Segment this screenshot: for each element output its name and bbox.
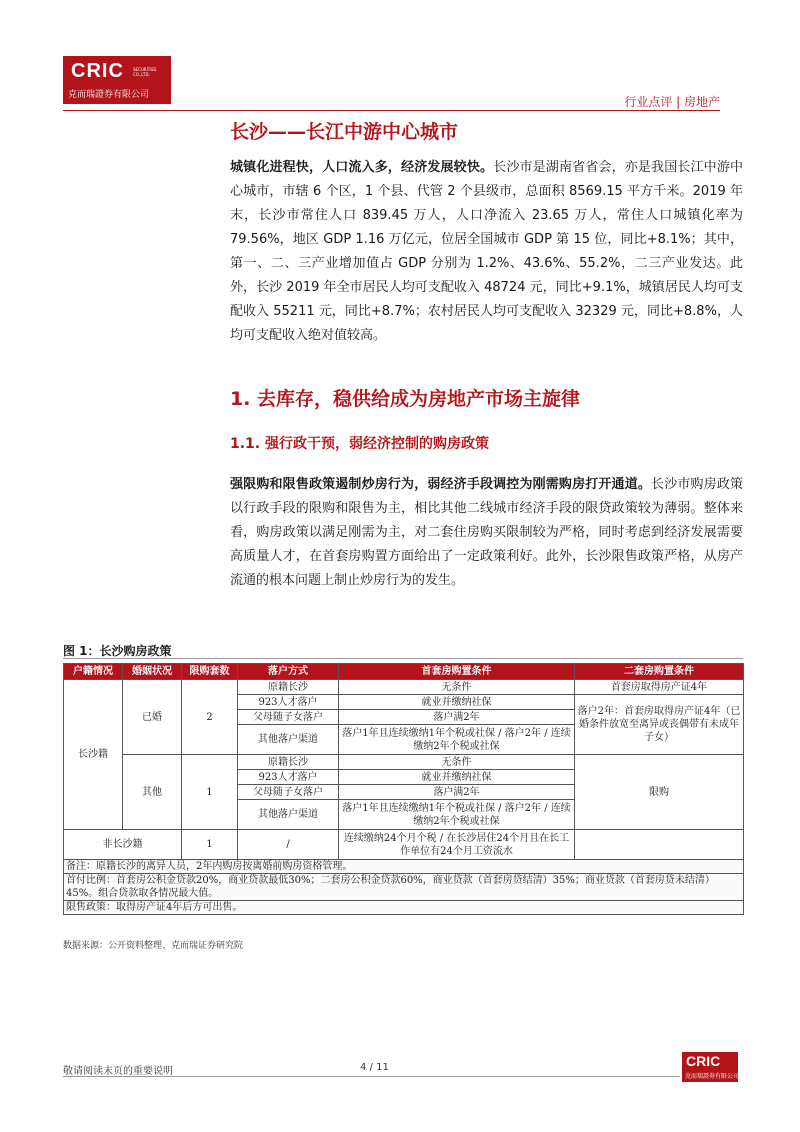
policy-table <box>63 663 744 915</box>
cell-second-other: 限购 <box>575 755 744 830</box>
note-downpayment: 首付比例：首套房公积金贷款20%，商业贷款最低30%；二套房公积金贷款60%，商业贷款（首套房贷结清）35%；商业贷款（首套房贷未结清）45%。组合贷款取各情况最大值。 <box>64 874 744 901</box>
cell-method: 父母随子女落户 <box>238 785 339 800</box>
header-second-home: 二套房购置条件 <box>575 664 744 680</box>
cell-method: 原籍长沙 <box>238 755 339 770</box>
logo-subtext: 克而瑞證券有限公司 <box>68 90 150 100</box>
figure-caption: 图 1：长沙购房政策 <box>63 644 172 658</box>
table-row <box>64 830 744 860</box>
cell-first: 就业并缴纳社保 <box>339 770 575 785</box>
cell-method: 原籍长沙 <box>238 680 339 695</box>
footer-divider <box>63 1076 680 1077</box>
chapter-heading: 1. 去库存，稳供给成为房地产市场主旋律 <box>230 388 581 410</box>
table-row <box>64 680 744 695</box>
cell-method: 父母随子女落户 <box>238 710 339 725</box>
cell-first: 落户满2年 <box>339 710 575 725</box>
policy-lead: 强限购和限售政策遏制炒房行为，弱经济手段调控为刚需购房打开通道。 <box>230 477 652 492</box>
cell-first: 连续缴纳24个月个税 / 在长沙居住24个月且在长工作单位有24个月工资流水 <box>339 830 575 860</box>
cell-second-a: 首套房取得房产证4年 <box>575 680 744 695</box>
cell-first: 落户1年且连续缴纳1年个税或社保 / 落户2年 / 连续缴纳2年个税或社保 <box>339 800 575 830</box>
cell-first: 无条件 <box>339 755 575 770</box>
header-huji: 户籍情况 <box>64 664 123 680</box>
cell-first: 无条件 <box>339 680 575 695</box>
footer-notice: 敬请阅读末页的重要说明 <box>63 1066 173 1077</box>
cell-second-b: 落户2年：首套房取得房产证4年（已婚条件放宽至离异或丧偶带有未成年子女） <box>575 695 744 755</box>
intro-paragraph <box>230 156 743 348</box>
note-remark: 备注：原籍长沙的离异人员，2年内购房按离婚前购房资格管理。 <box>64 860 744 874</box>
subsection-heading: 1.1. 强行政干预，弱经济控制的购房政策 <box>230 436 489 452</box>
table-row <box>64 755 744 770</box>
cell-nonlocal-count: 1 <box>182 830 238 860</box>
cell-other-count: 1 <box>182 755 238 830</box>
data-source: 数据来源：公开资料整理、克而瑞证券研究院 <box>63 941 244 951</box>
cell-method: / <box>238 830 339 860</box>
intro-body: 长沙市是湖南省省会，亦是我国长江中游中心城市，市辖 6 个区，1 个县、代管 2 个县级市，总面积 8569.15 平方千米。2019 年末，长沙市常住人口 839.45 万人，人口净流入 23.65 万人，常住人口城镇化率为 79.56%，地区 GDP 1.16 万亿元，位居全国城市 GDP 第 15 位，同比+8.1%；其中，第一、二、三产业增加值占 GDP 分别为 1.2%、43.6%、55.2%，二三产业发达。此外，长沙 2019 年全市居民人均可支配收入 48724 元，同比+9.1%，城镇居民人均可支配收入 55211 元，同比+8.7%；农村居民人均可支配收入 32329 元，同比+8.8%，人均可支配收入绝对值较高。 <box>230 160 743 343</box>
header-first-home: 首套房购置条件 <box>339 664 575 680</box>
logo-text: CRIC <box>71 60 124 82</box>
header-limit: 限购套数 <box>182 664 238 680</box>
cell-method: 其他落户渠道 <box>238 800 339 830</box>
cell-married: 已婚 <box>123 680 182 755</box>
note-resale: 限售政策：取得房产证4年后方可出售。 <box>64 901 744 915</box>
footer-logo <box>682 1052 738 1082</box>
header-marital: 婚姻状况 <box>123 664 182 680</box>
cell-other: 其他 <box>123 755 182 830</box>
table-note-row <box>64 901 744 915</box>
footer-logo-subtext: 克而瑞證券有限公司 <box>685 1073 740 1080</box>
table-note-row <box>64 874 744 901</box>
cell-huji-nonlocal: 非长沙籍 <box>64 830 182 860</box>
cell-first: 落户1年且连续缴纳1年个税或社保 / 落户2年 / 连续缴纳2年个税或社保 <box>339 725 575 755</box>
policy-body: 长沙市购房政策以行政手段的限购和限售为主，相比其他二线城市经济手段的限贷政策较为薄弱。整体来看，购房政策以满足刚需为主，对二套住房购买限制较为严格，同时考虑到经济发展需要高质量人才，在首套房购置方面给出了一定政策利好。此外，长沙限售政策严格，从房产流通的根本问题上制止炒房行为的发生。 <box>230 477 743 588</box>
cell-method: 其他落户渠道 <box>238 725 339 755</box>
cell-huji-changsha: 长沙籍 <box>64 680 123 830</box>
company-logo <box>63 56 171 104</box>
footer-logo-text: CRIC <box>686 1053 721 1069</box>
cell-method: 923人才落户 <box>238 770 339 785</box>
header-divider <box>63 110 720 111</box>
logo-tiny-text: SECURITIES CO.,LTD. <box>133 67 157 77</box>
header-method: 落户方式 <box>238 664 339 680</box>
section-title: 长沙——长江中游中心城市 <box>230 121 459 143</box>
intro-lead: 城镇化进程快，人口流入多，经济发展较快。 <box>230 160 494 175</box>
cell-second-empty <box>575 830 744 860</box>
figure-divider <box>63 658 743 659</box>
cell-first: 就业并缴纳社保 <box>339 695 575 710</box>
policy-paragraph <box>230 473 743 593</box>
report-category: 行业点评 | 房地产 <box>624 95 720 109</box>
table-header-row <box>64 664 744 680</box>
cell-first: 落户满2年 <box>339 785 575 800</box>
table-note-row <box>64 860 744 874</box>
cell-married-count: 2 <box>182 680 238 755</box>
page-number: 4 / 11 <box>360 1062 389 1073</box>
cell-method: 923人才落户 <box>238 695 339 710</box>
